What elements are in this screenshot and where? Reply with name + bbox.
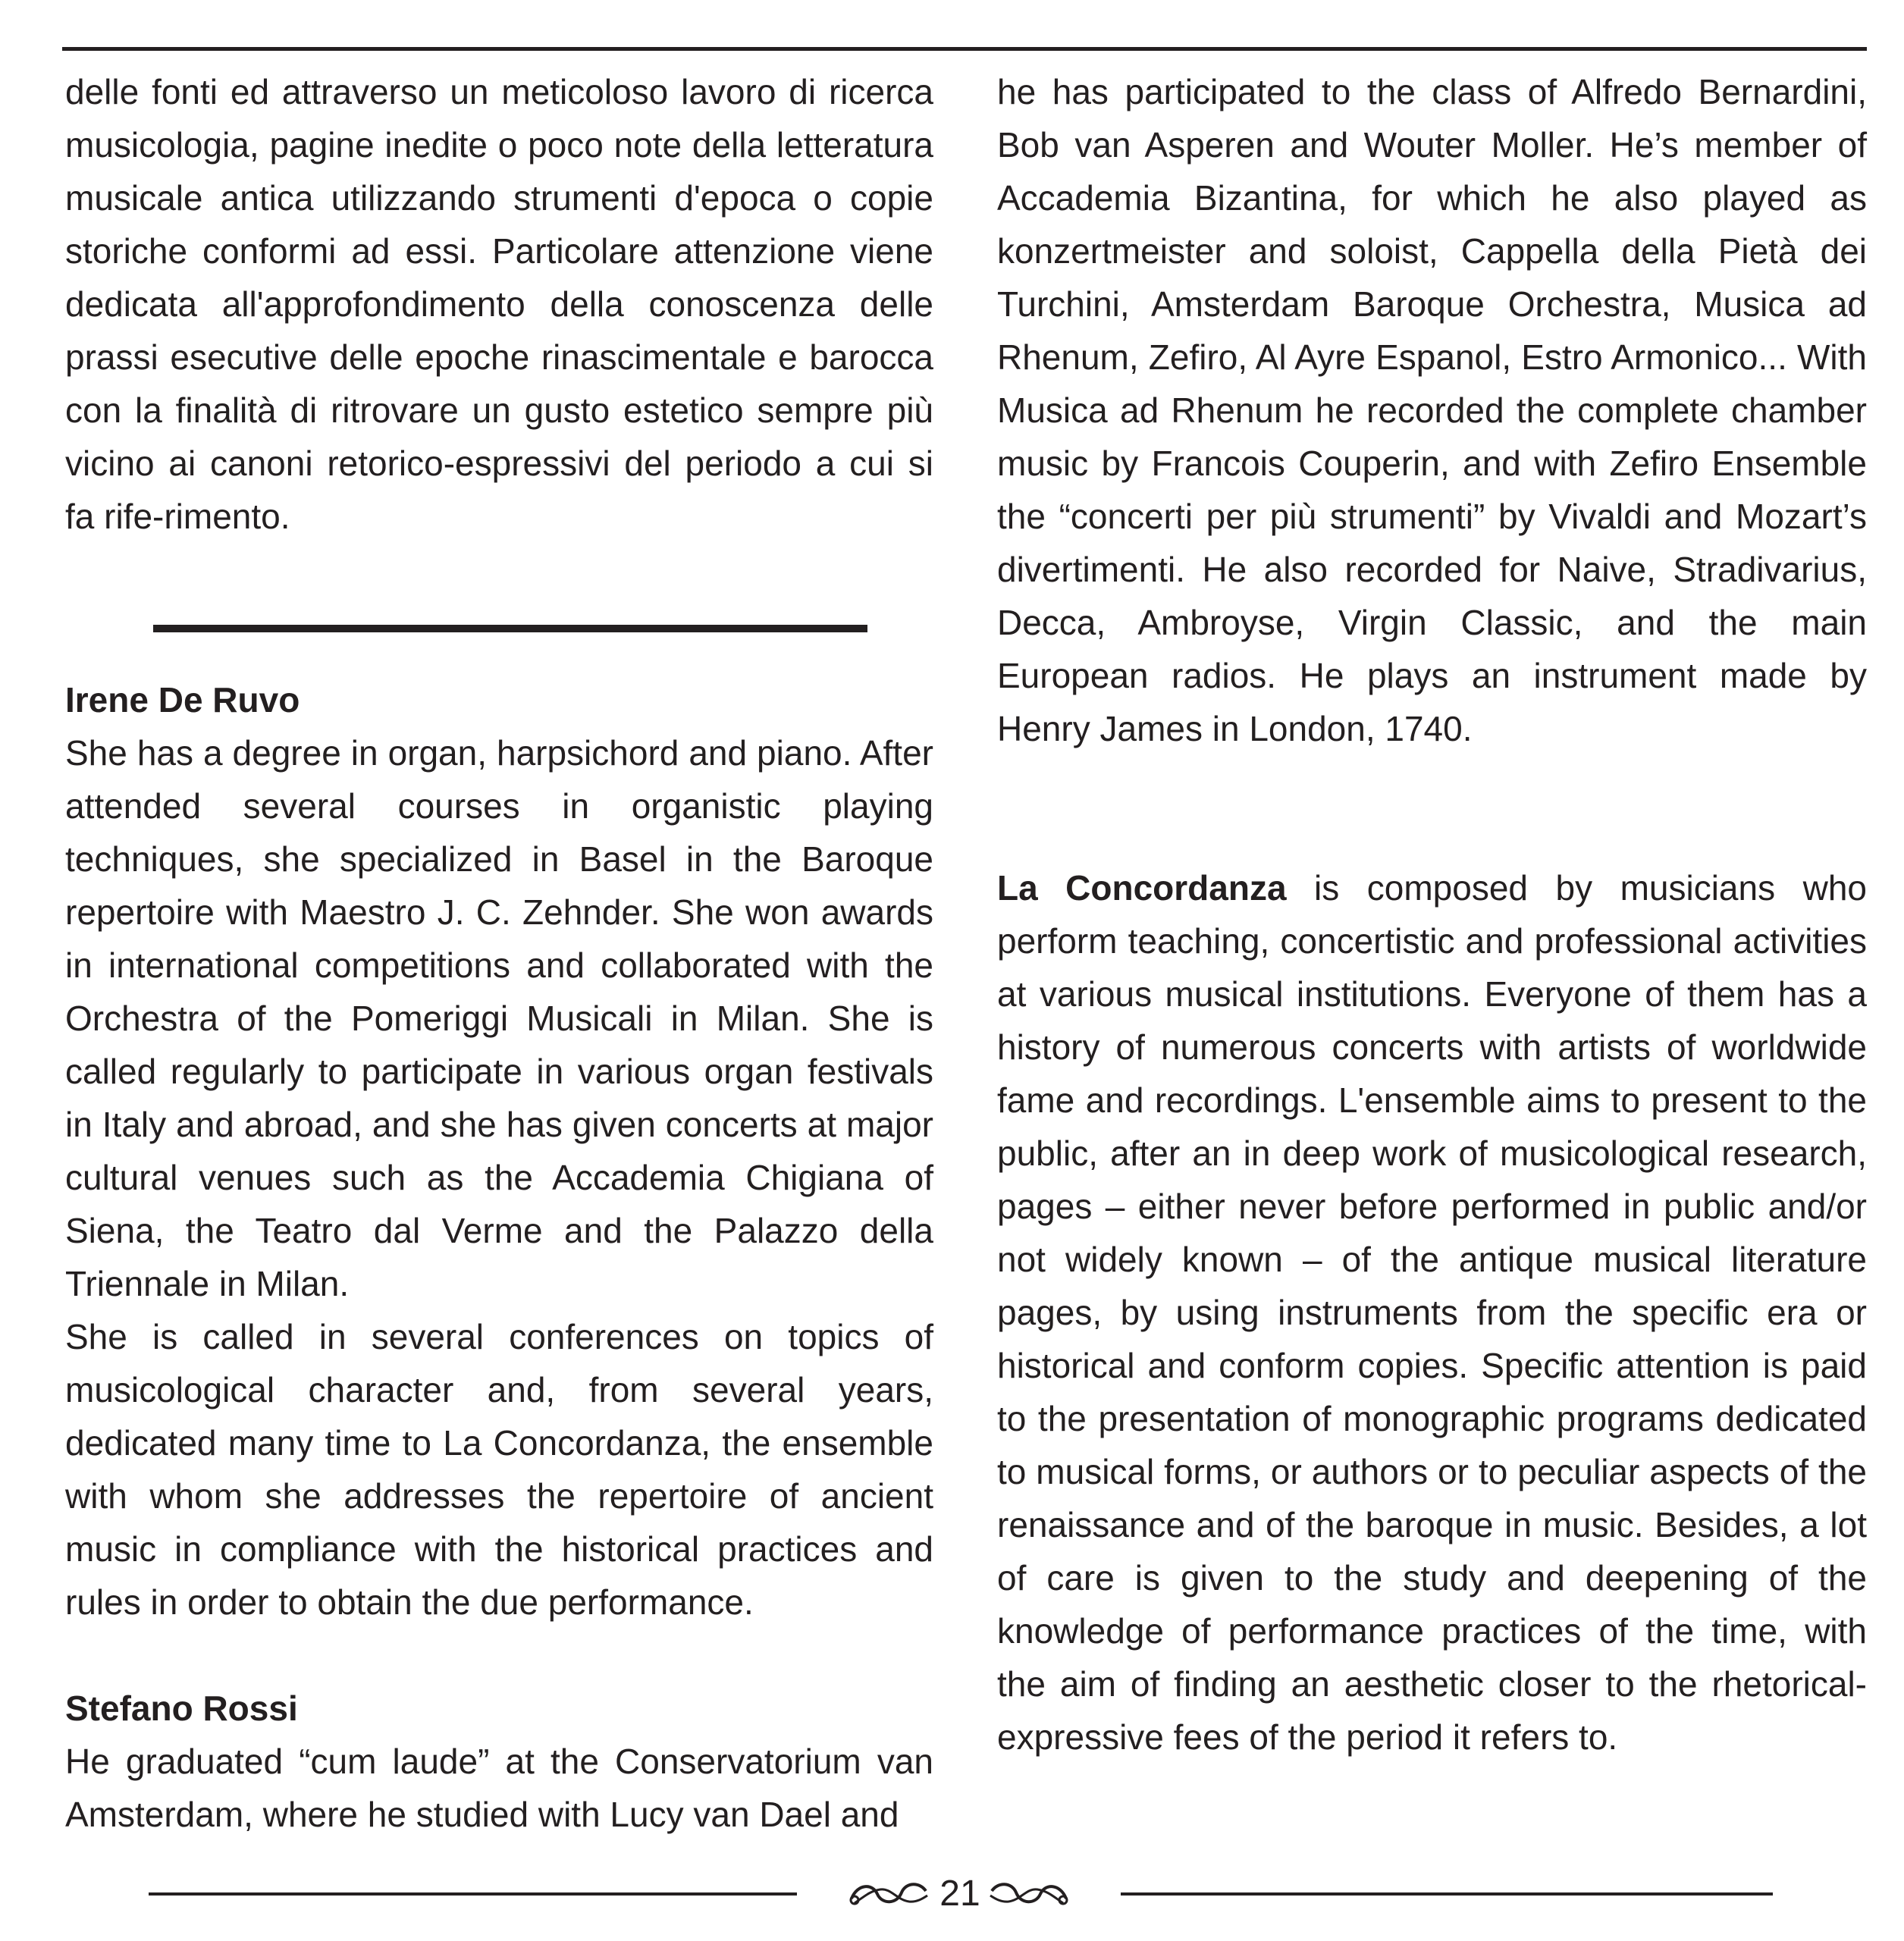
bio-stefano-paragraph-start: He graduated “cum laude” at the Conservatorium van Amsterdam, where he studied with Lucy van Dael and: [65, 1742, 933, 1834]
section-divider: [153, 625, 867, 632]
ensemble-description: is composed by musicians who perform teaching, concertistic and professional activities at various musical institutions. Everyone of them has a history of numerous concerts with artists of worldwide fame and recordings. L'ensemble aims to present to the public, after an in deep work of musicological research, pages – either never before performed in public and/or not widely known – of the antique musical literature pages, by using instruments from the specific era or historical and conform copies. Specific attention is paid to the presentation of monographic programs dedicated to musical forms, or authors or to peculiar aspects of the renaissance and of the baroque in music. Besides, a lot of care is given to the study and deepening of the knowledge of performance practices of the time, with the aim of finding an aesthetic closer to the rhetorical-expressive fees of the period it refers to.: [997, 868, 1867, 1757]
bio-irene-paragraph-2: She is called in several conferences on topics of musicological character and, from several years, dedicated many time to La Concordanza, the ensemble with whom she addresses the repertoire of ancient music in compliance with the historical practices and rules in order to obtain the due performance.: [65, 1317, 933, 1622]
footer-rule-right: [1121, 1892, 1773, 1896]
bio-irene-paragraph-1: She has a degree in organ, harpsichord and piano. After attended several courses in organistic playing techniques, she specialized in Basel in the Baroque repertoire with Maestro J. C. Zehnder. She won awards in international competitions and collaborated with the Orchestra of the Pomeriggi Musicali in Milan. She is called regularly to participate in various organ festivals in Italy and abroad, and she has given concerts at major cultural venues such as the Accademia Chigiana of Siena, the Teatro dal Verme and the Palazzo della Triennale in Milan.: [65, 733, 933, 1303]
flourish-ornament-icon: [987, 1874, 1071, 1912]
bio-stefano-paragraph-continued: he has participated to the class of Alfredo Bernardini, Bob van Asperen and Wouter Moller. He’s member of Accademia Bizantina, for which he also played as konzertmeister and soloist, Cappella della Pietà dei Turchini, Amsterdam Baroque Orchestra, Musica ad Rhenum, Zefiro, Al Ayre Espanol, Estro Armonico... With Musica ad Rhenum he recorded the complete chamber music by Francois Couperin, and with Zefiro Ensemble the “concerti per più strumenti” by Vivaldi and Mozart’s divertimenti. He also recorded for Naive, Stradivarius, Decca, Ambroyse, Virgin Classic, and the main European radios. He plays an instrument made by Henry James in London, 1740.: [997, 72, 1867, 748]
footer-rule-left: [149, 1892, 797, 1896]
paragraph-gap: [65, 1629, 933, 1682]
page-number: 21: [939, 1874, 980, 1914]
bio-name-stefano: Stefano Rossi: [65, 1689, 298, 1728]
right-column: [997, 65, 1867, 1764]
left-column: [65, 65, 933, 1841]
top-rule: [62, 47, 1867, 51]
ensemble-paragraph: [997, 861, 1867, 1764]
intro-paragraph: delle fonti ed attraverso un meticoloso lavoro di ricerca musicologia, pagine inedite o poco note della letteratura musicale antica utilizzando strumenti d'epoca o copie storiche conformi ad essi. Particolare attenzione viene dedicata all'approfondimento della conoscenza delle prassi esecutive delle epoche rinascimentale e barocca con la finalità di ritrovare un gusto estetico sempre più vicino ai canoni retorico-espressivi del periodo a cui si fa rife-rimento.: [65, 72, 933, 536]
paragraph-gap: [997, 755, 1867, 861]
page-footer: [0, 1865, 1904, 1926]
ensemble-name: La Concordanza: [997, 868, 1287, 908]
flourish-ornament-icon: [847, 1874, 930, 1912]
bio-name-irene: Irene De Ruvo: [65, 680, 300, 720]
